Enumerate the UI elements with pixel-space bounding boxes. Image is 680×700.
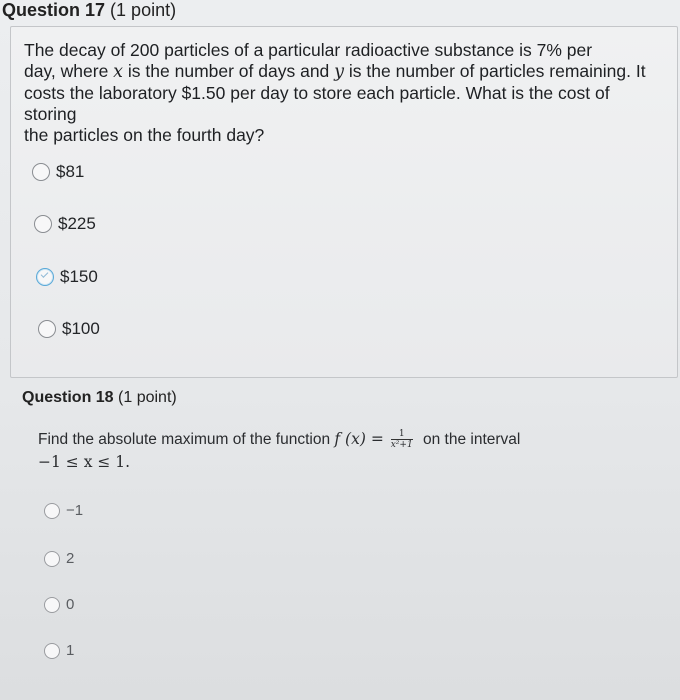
q17-line1: The decay of 200 particles of a particular radioactive substance is 7% per — [24, 40, 593, 60]
question17-text — [24, 40, 664, 146]
q18-option-1[interactable] — [44, 642, 74, 659]
interval-expression: −1 ≤ x ≤ 1. — [38, 453, 131, 471]
question17-points: (1 point) — [110, 0, 177, 20]
q17-option-100[interactable] — [38, 319, 100, 339]
radio-button-icon[interactable] — [44, 643, 60, 659]
q17-line4: the particles on the fourth day? — [24, 125, 265, 145]
option-label: $150 — [60, 267, 98, 286]
question17-number: Question 17 — [2, 0, 106, 20]
radio-button-icon[interactable] — [34, 215, 52, 233]
q18-option-2[interactable] — [44, 550, 74, 567]
fraction-numerator: 1 — [391, 429, 413, 440]
q17-line2 — [24, 61, 664, 83]
q17-line2-b: is the number of days and — [123, 61, 335, 81]
radio-button-icon[interactable] — [44, 503, 60, 519]
option-label: −1 — [66, 502, 84, 519]
function-expression: f (x) = — [334, 430, 389, 448]
radio-button-icon[interactable] — [44, 551, 60, 567]
variable-y: y — [334, 62, 345, 82]
q17-option-225[interactable] — [34, 214, 96, 234]
q17-option-81[interactable] — [32, 162, 84, 182]
q18-option-0[interactable] — [44, 596, 74, 613]
option-label: $81 — [56, 162, 85, 181]
radio-button-icon[interactable] — [32, 163, 50, 181]
fraction-denominator: x²+1 — [390, 440, 413, 451]
option-label: $100 — [62, 319, 100, 338]
q18-option-neg1[interactable] — [44, 502, 83, 519]
q18-text-a: Find the absolute maximum of the function — [38, 431, 335, 448]
option-label: 1 — [66, 642, 75, 659]
radio-button-icon[interactable] — [44, 597, 60, 613]
q17-line2-c: is the number of particles remaining. It — [344, 61, 646, 81]
option-label: 2 — [66, 550, 75, 567]
question18-number: Question 18 — [22, 389, 114, 406]
question17-header — [2, 0, 176, 21]
variable-x: x — [113, 62, 124, 82]
radio-button-icon[interactable] — [38, 320, 56, 338]
question18-header — [22, 389, 177, 407]
option-label: 0 — [66, 596, 75, 613]
radio-button-hover-icon[interactable] — [36, 268, 54, 286]
question18-text — [38, 428, 638, 473]
q18-text-b: on the interval — [418, 431, 521, 448]
q17-line2-a: day, where — [24, 61, 114, 81]
option-label: $225 — [58, 214, 96, 233]
q17-line3: costs the laboratory $1.50 per day to store each particle. What is the cost of storing — [24, 83, 610, 124]
q18-line1 — [38, 428, 638, 451]
question18-points: (1 point) — [118, 389, 177, 406]
fraction — [391, 429, 413, 450]
q17-option-150[interactable] — [36, 267, 98, 287]
